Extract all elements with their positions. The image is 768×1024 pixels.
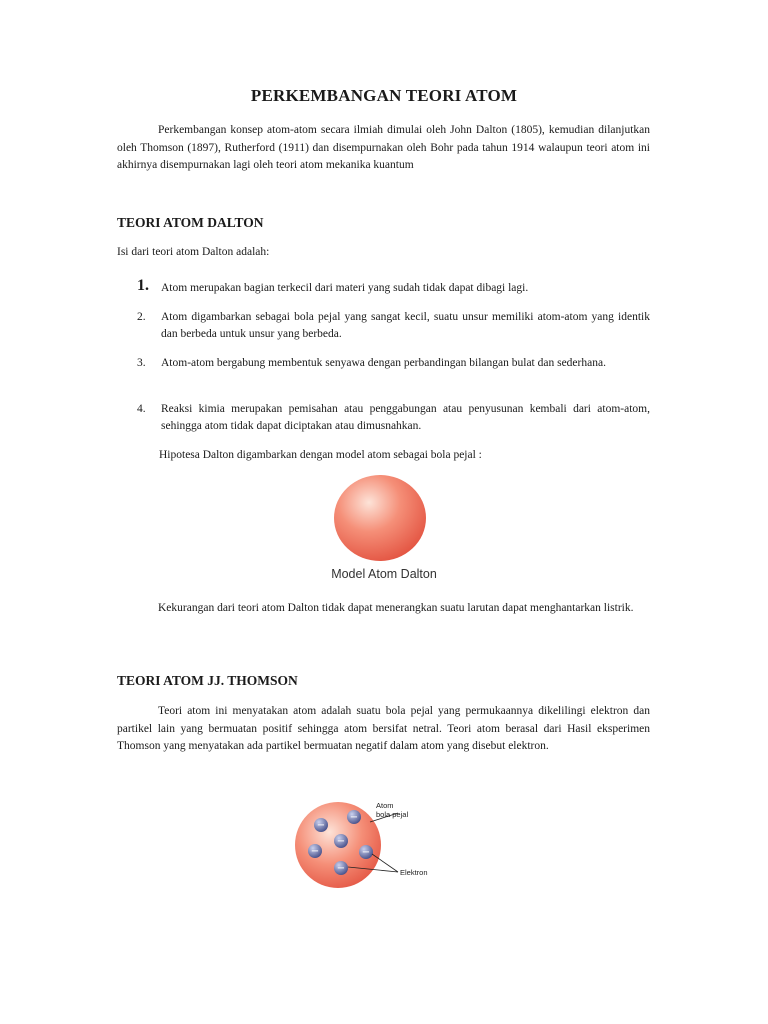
electron <box>334 861 348 875</box>
list-text: Reaksi kimia merupakan pemisahan atau penggabungan atau penyusunan kembali dari atom-atom, sehingga atom tidak dapat diciptakan atau dimusnahkan. <box>161 403 650 432</box>
list-item <box>137 355 650 372</box>
page-title: PERKEMBANGAN TEORI ATOM <box>250 86 518 105</box>
electron <box>347 810 361 824</box>
dalton-sphere <box>334 475 426 561</box>
intro-paragraph: Perkembangan konsep atom-atom secara ilmiah dimulai oleh John Dalton (1805), kemudian dilanjutkan oleh Thomson (1897), Rutherford (1911) dan disempurnakan oleh Bohr pada tahun 1914 walaupun teori atom ini akhirnya disempurnakan lagi oleh teori atom mekanika kuantum <box>117 124 650 171</box>
dalton-figure-caption: Model Atom Dalton <box>331 567 437 581</box>
label-elektron: Elektron <box>400 868 428 877</box>
electron-sign: − <box>336 863 346 874</box>
electron <box>308 844 322 858</box>
dalton-weakness: Kekurangan dari teori atom Dalton tidak dapat menerangkan suatu larutan dapat menghantarkan listrik. <box>158 602 634 614</box>
dalton-hypothesis: Hipotesa Dalton digambarkan dengan model atom sebagai bola pejal : <box>159 449 482 461</box>
dalton-heading: TEORI ATOM DALTON <box>117 215 264 230</box>
list-number: 1. <box>137 277 149 294</box>
list-text: Atom-atom bergabung membentuk senyawa dengan perbandingan bilangan bulat dan sederhana. <box>161 357 606 369</box>
label-atom: Atom <box>376 801 394 810</box>
list-text: Atom merupakan bagian terkecil dari materi yang sudah tidak dapat dibagi lagi. <box>161 282 529 294</box>
electron-sign: − <box>316 820 326 831</box>
electron <box>359 845 373 859</box>
list-number: 2. <box>137 311 146 323</box>
list-number: 3. <box>137 357 146 369</box>
dalton-sphere-figure <box>330 475 430 563</box>
electron-sign: − <box>310 846 320 857</box>
thomson-paragraph: Teori atom ini menyatakan atom adalah suatu bola pejal yang permukaannya dikelilingi elektron dan partikel lain yang bermuatan positif sehingga atom bersifat netral. Teori atom berasal dari Hasil eksperimen Thomson yang menyatakan ada partikel bermuatan negatif dalam atom yang disebut elektron. <box>117 705 650 752</box>
thomson-heading: TEORI ATOM JJ. THOMSON <box>117 673 298 688</box>
electron-sign: − <box>361 847 371 858</box>
list-item <box>137 277 650 297</box>
label-bola-pejal: bola pejal <box>376 810 409 819</box>
thomson-model-figure <box>290 797 440 892</box>
dalton-intro: Isi dari teori atom Dalton adalah: <box>117 246 270 258</box>
list-text: Atom digambarkan sebagai bola pejal yang sangat kecil, suatu unsur memiliki atom-atom yang identik dan berbeda untuk unsur yang berbeda. <box>161 311 650 340</box>
electron <box>334 834 348 848</box>
list-number: 4. <box>137 403 146 415</box>
electron-sign: − <box>336 836 346 847</box>
list-item <box>137 309 650 343</box>
electron <box>314 818 328 832</box>
list-item <box>137 401 650 435</box>
electron-sign: − <box>349 812 359 823</box>
